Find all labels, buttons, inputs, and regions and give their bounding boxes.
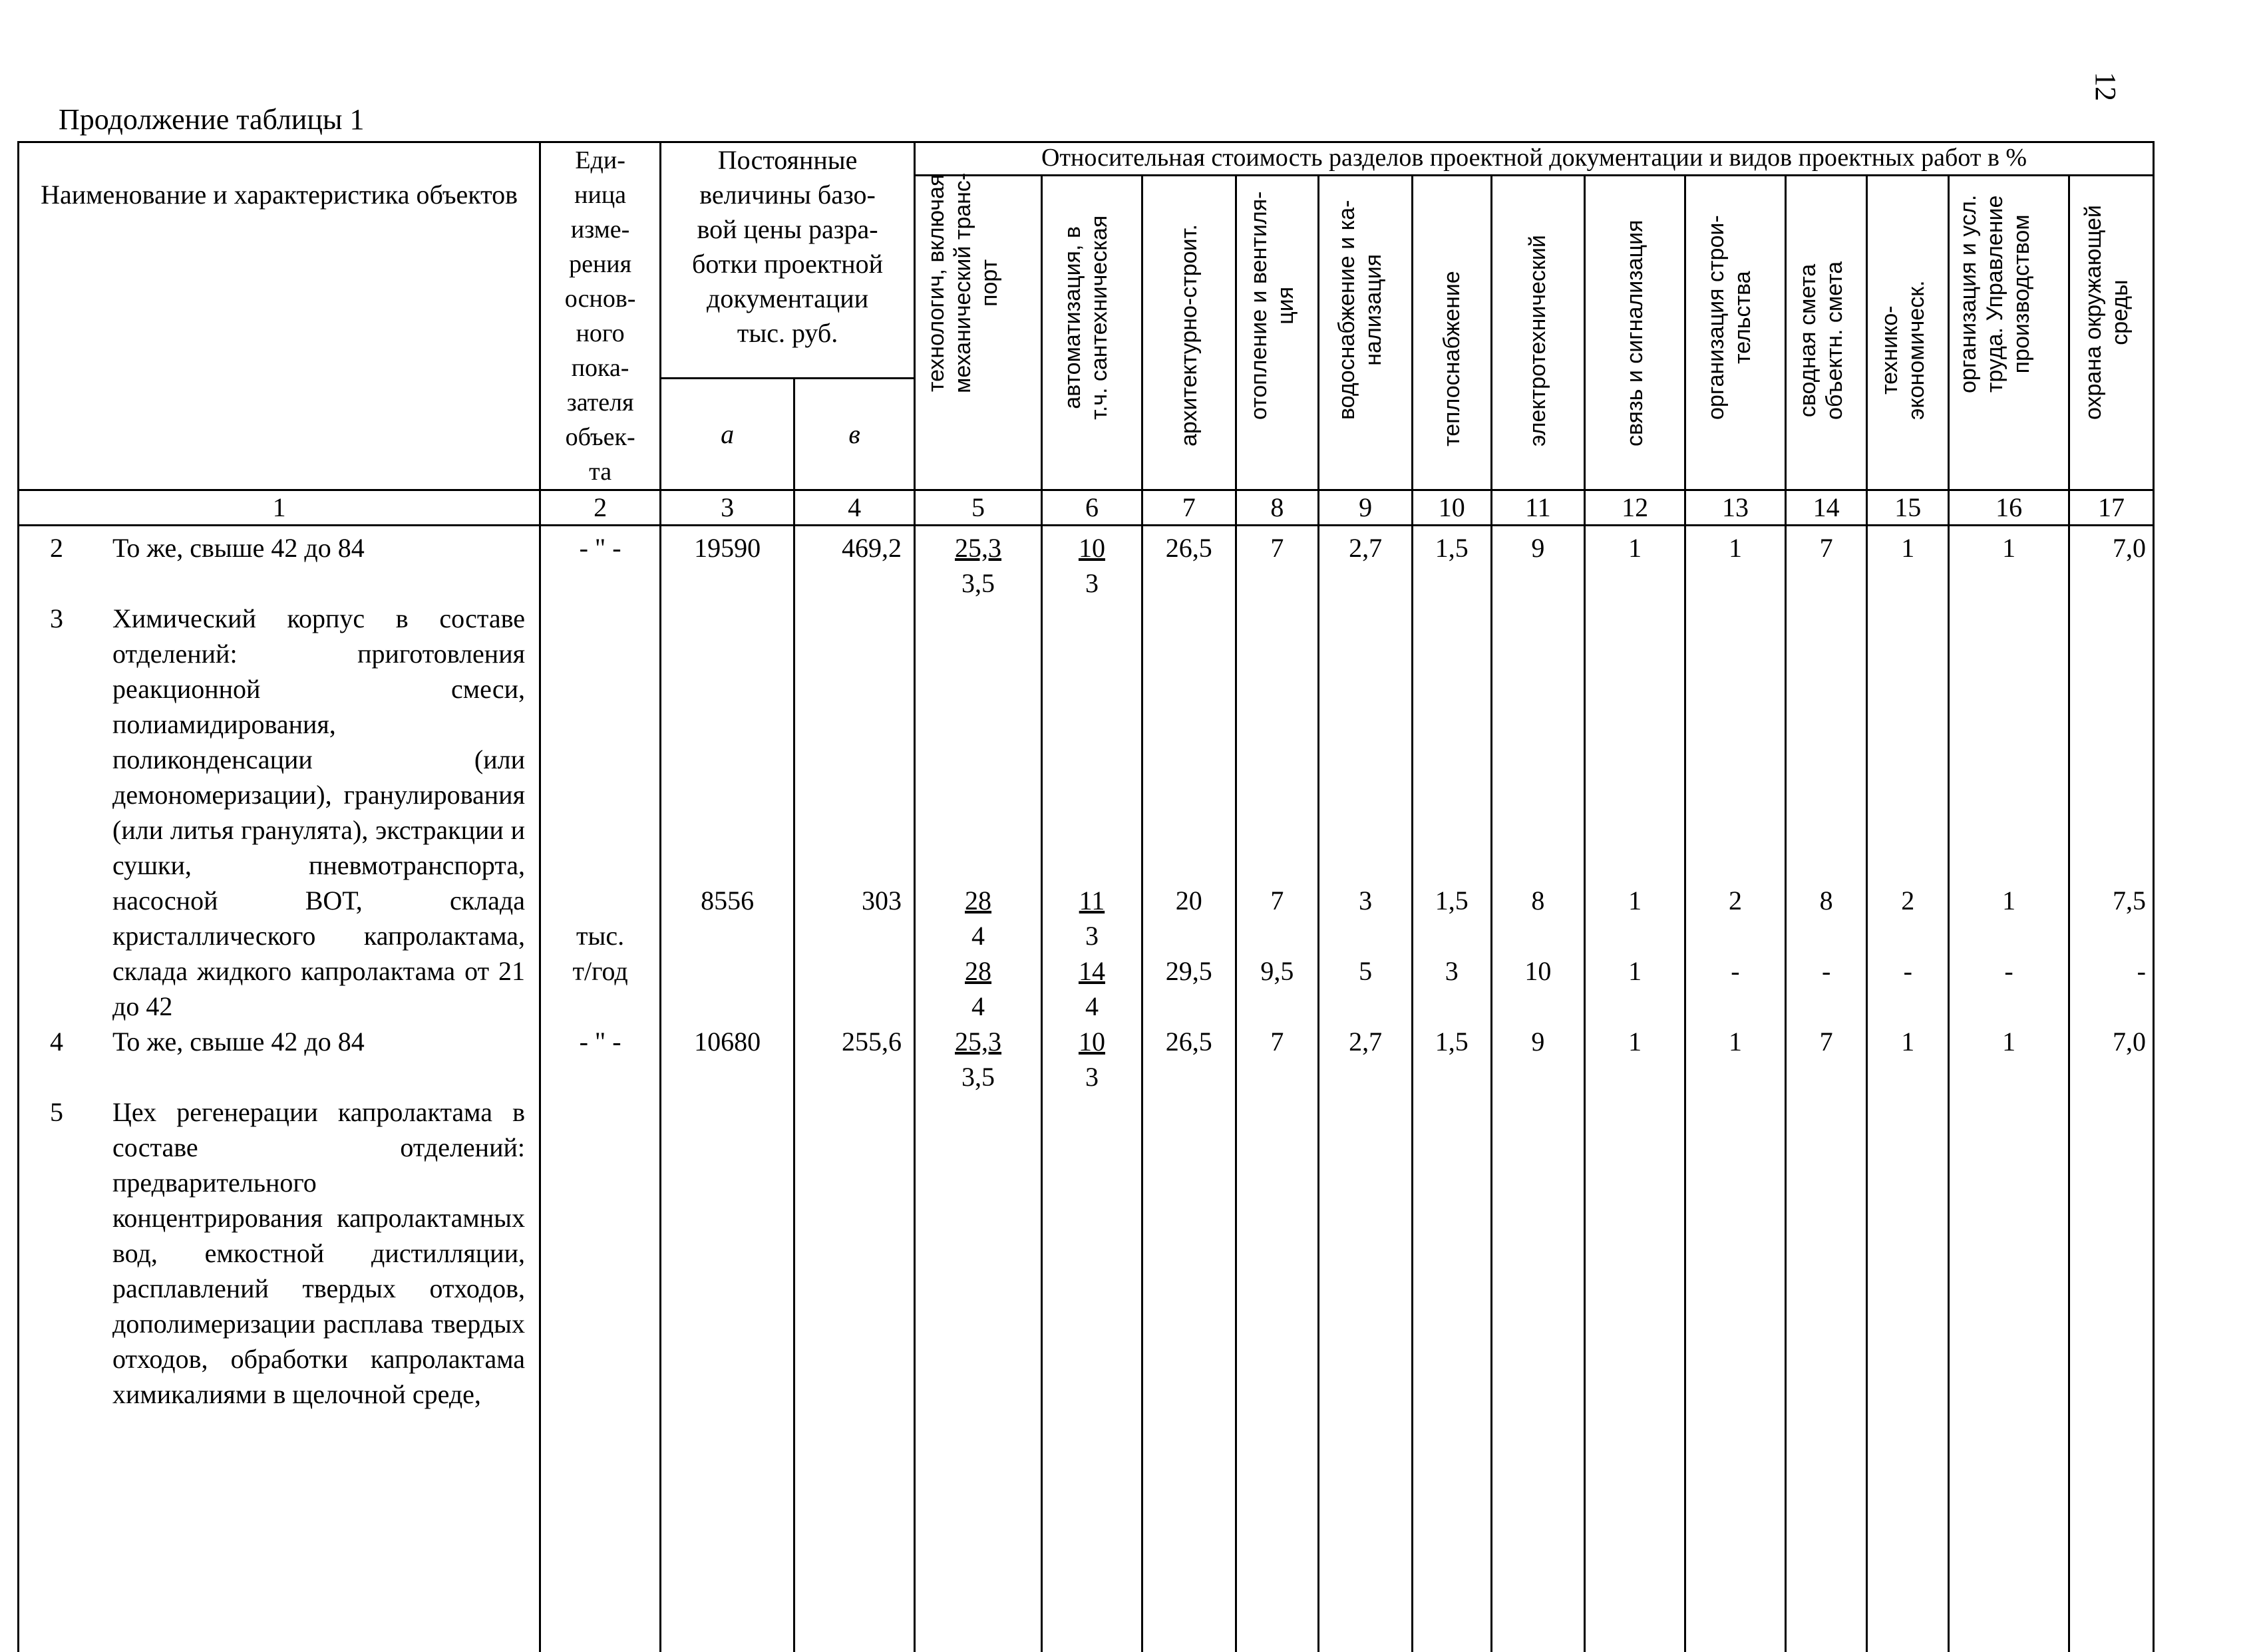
row-2-c9: 2,7: [1319, 530, 1411, 566]
row-3b-c5-top: 28: [916, 953, 1041, 989]
row-3b-c11: 10: [1492, 953, 1584, 989]
col-num: 8: [1236, 490, 1319, 526]
row-4-c7: 26,5: [1143, 1024, 1235, 1059]
row-3b-c12: 1: [1586, 953, 1684, 989]
row-3a-c5-bottom: 4: [916, 918, 1041, 953]
row-2-c10: 1,5: [1413, 530, 1490, 566]
header-col-9: водоснабжение и ка- нализация: [1319, 176, 1413, 490]
col-17: [2069, 526, 2154, 1652]
row-3a-c13: 2: [1686, 883, 1785, 918]
col-12: [1585, 526, 1685, 1652]
col-b: [794, 526, 915, 1652]
col-num: 3: [661, 490, 794, 526]
col-num: 14: [1785, 490, 1867, 526]
row-4-c10: 1,5: [1413, 1024, 1490, 1059]
header-col-5: технологич, включая механический транс- порт: [915, 176, 1042, 490]
col-num: 9: [1319, 490, 1413, 526]
row-3b-c17: -: [2137, 953, 2146, 989]
row-3a-c11: 8: [1492, 883, 1584, 918]
row-4-c16: 1: [1950, 1024, 2068, 1059]
row-2-c14: 7: [1787, 530, 1866, 566]
row-4-c6-top: 10: [1043, 1024, 1141, 1059]
header-col-16: организация и усл. труда. Управление производством: [1949, 176, 2069, 490]
col-num: 7: [1142, 490, 1236, 526]
header-col-6: автоматизация, в т.ч. сантехническая: [1042, 176, 1142, 490]
row-4-c12: 1: [1586, 1024, 1684, 1059]
row-2-c5-top: 25,3: [916, 530, 1041, 566]
row-3a-c8: 7: [1237, 883, 1318, 918]
row-2-c16: 1: [1950, 530, 2068, 566]
row-3b-c5-bottom: 4: [916, 989, 1041, 1024]
header-constants: Постоянные величины базо- вой цены разра- ботки проектной документации тыс. руб.: [661, 142, 915, 379]
row-3a-c14: 8: [1787, 883, 1866, 918]
col-7: [1142, 526, 1236, 1652]
body-row: [19, 526, 2154, 1652]
row-2-unit: - " -: [541, 530, 659, 566]
col-units: [540, 526, 661, 1652]
header-col-12: связь и сигнализация: [1585, 176, 1685, 490]
col-5: [915, 526, 1042, 1652]
header-sub-b: в: [794, 379, 915, 490]
row-2-c6-bottom: 3: [1043, 566, 1141, 601]
row-3b-c7: 29,5: [1143, 953, 1235, 989]
table-caption: Продолжение таблицы 1: [59, 105, 364, 134]
row-3b-c8: 9,5: [1237, 953, 1318, 989]
row-4-c14: 7: [1787, 1024, 1866, 1059]
row-4-unit: - " -: [541, 1024, 659, 1059]
col-num: 17: [2069, 490, 2154, 526]
row-3b-c6-top: 14: [1043, 953, 1141, 989]
row-3a-c6-bottom: 3: [1043, 918, 1141, 953]
row-2-c12: 1: [1586, 530, 1684, 566]
row-4-c6-bottom: 3: [1043, 1059, 1141, 1094]
row-3b-c13: -: [1686, 953, 1785, 989]
header-col-11: электротехнический: [1491, 176, 1585, 490]
header-name: Наименование и характеристика объектов: [19, 142, 540, 490]
row-3a-c5-top: 28: [916, 883, 1041, 918]
header-unit: Еди- ница изме- рения основ- ного пока- зателя объек- та: [540, 142, 661, 490]
page-number: 12: [2091, 72, 2120, 101]
col-num: 5: [915, 490, 1042, 526]
col-a: [661, 526, 794, 1652]
row-2-number: 2: [50, 530, 63, 566]
row-2-c6-top: 10: [1043, 530, 1141, 566]
col-names: [19, 526, 540, 1652]
row-2-c7: 26,5: [1143, 530, 1235, 566]
row-3-unit-1: тыс.: [541, 918, 659, 953]
row-4-c11: 9: [1492, 1024, 1584, 1059]
col-6: [1042, 526, 1142, 1652]
row-2-c5-bottom: 3,5: [916, 566, 1041, 601]
col-num: 6: [1042, 490, 1142, 526]
row-2-name: То же, свыше 42 до 84: [112, 530, 525, 566]
header-col-13: организация строи- тельства: [1685, 176, 1786, 490]
row-3a-c7: 20: [1143, 883, 1235, 918]
row-2-c17: 7,0: [2113, 530, 2146, 566]
row-3-b: 303: [862, 883, 902, 918]
row-3a-c15: 2: [1868, 883, 1948, 918]
row-2-c15: 1: [1868, 530, 1948, 566]
row-2-b: 469,2: [842, 530, 902, 566]
row-3b-c14: -: [1787, 953, 1866, 989]
row-3a-c9: 3: [1319, 883, 1411, 918]
row-3a-c10: 1,5: [1413, 883, 1490, 918]
col-num: 13: [1685, 490, 1786, 526]
header-relative: Относительная стоимость разделов проектной документации и видов проектных работ в %: [915, 142, 2154, 176]
col-num: 1: [19, 490, 540, 526]
row-4-name: То же, свыше 42 до 84: [112, 1024, 525, 1059]
row-4-c5-bottom: 3,5: [916, 1059, 1041, 1094]
column-number-row: [19, 490, 2154, 526]
col-num: 12: [1585, 490, 1685, 526]
col-num: 4: [794, 490, 915, 526]
col-11: [1491, 526, 1585, 1652]
row-4-a: 10680: [661, 1024, 793, 1059]
col-num: 11: [1491, 490, 1585, 526]
col-16: [1949, 526, 2069, 1652]
row-4-number: 4: [50, 1024, 63, 1059]
col-num: 10: [1412, 490, 1491, 526]
row-4-c17: 7,0: [2113, 1024, 2146, 1059]
row-3a-c6-top: 11: [1043, 883, 1141, 918]
row-3-number: 3: [50, 601, 63, 636]
col-8: [1236, 526, 1319, 1652]
header-col-10: теплоснабжение: [1412, 176, 1491, 490]
row-4-c9: 2,7: [1319, 1024, 1411, 1059]
row-4-c8: 7: [1237, 1024, 1318, 1059]
row-3b-c16: -: [1950, 953, 2068, 989]
col-num: 2: [540, 490, 661, 526]
row-3-name: Химический корпус в составе отделений: приготовления реакционной смеси, полиамидирования, поликонденсации (или демономеризации), гранулирования (или литья гранулята), экстракции и сушки, пневмотранспорта, насосной ВОТ, склада кристаллического капролактама, склада жидкого капролактама от 21 до 42: [112, 601, 525, 1024]
row-2-c13: 1: [1686, 530, 1785, 566]
row-3b-c6-bottom: 4: [1043, 989, 1141, 1024]
row-4-b: 255,6: [842, 1024, 902, 1059]
col-10: [1412, 526, 1491, 1652]
header-col-15: технико- экономическ.: [1867, 176, 1949, 490]
cost-table: [17, 141, 2155, 1652]
row-3-unit-2: т/год: [541, 953, 659, 989]
header-col-7: архитектурно-строит.: [1142, 176, 1236, 490]
row-2-c11: 9: [1492, 530, 1584, 566]
col-num: 16: [1949, 490, 2069, 526]
row-3a-c16: 1: [1950, 883, 2068, 918]
row-3-a: 8556: [661, 883, 793, 918]
row-5-name: Цех регенерации капролактама в составе отделений: предварительного концентрирования капролактамных вод, емкостной дистилляции, расплавлений твердых отходов, дополимеризации расплава твердых отходов, обработки капролактама химикалиями в щелочной среде,: [112, 1094, 525, 1412]
row-3a-c12: 1: [1586, 883, 1684, 918]
col-15: [1867, 526, 1949, 1652]
row-5-number: 5: [50, 1094, 63, 1130]
col-13: [1685, 526, 1786, 1652]
row-4-c13: 1: [1686, 1024, 1785, 1059]
header-sub-a: а: [661, 379, 794, 490]
header-col-14: сводная смета объектн. смета: [1785, 176, 1867, 490]
row-3b-c15: -: [1868, 953, 1948, 989]
col-num: 15: [1867, 490, 1949, 526]
row-4-c15: 1: [1868, 1024, 1948, 1059]
col-9: [1319, 526, 1413, 1652]
row-4-c5-top: 25,3: [916, 1024, 1041, 1059]
header-col-17: охрана окружающей среды: [2069, 176, 2154, 490]
row-2-a: 19590: [661, 530, 793, 566]
col-14: [1785, 526, 1867, 1652]
header-col-8: отопление и вентиля- ция: [1236, 176, 1319, 490]
row-3b-c10: 3: [1413, 953, 1490, 989]
row-2-c8: 7: [1237, 530, 1318, 566]
row-3b-c9: 5: [1319, 953, 1411, 989]
row-3a-c17: 7,5: [2113, 883, 2146, 918]
